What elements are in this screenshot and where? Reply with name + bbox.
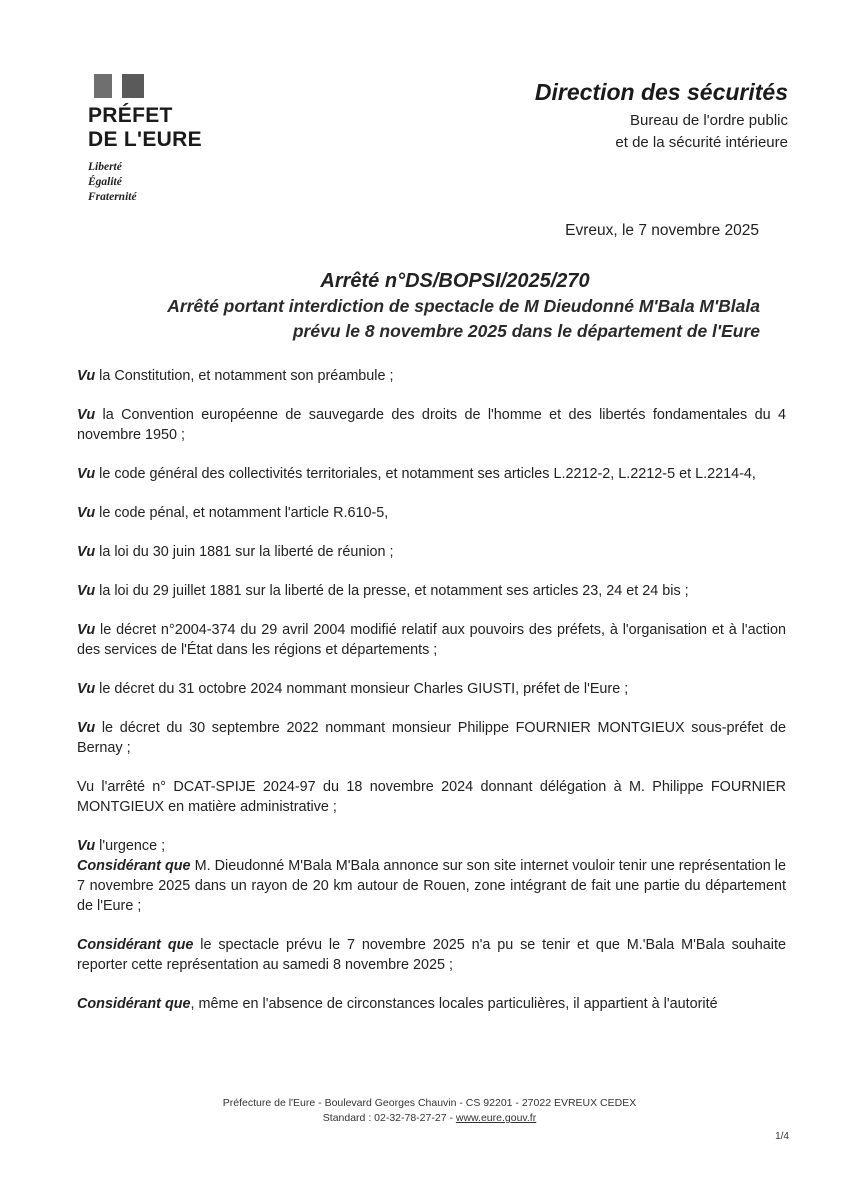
paragraph: Considérant que M. Dieudonné M'Bala M'Bala annonce sur son site internet vouloir tenir une représentation le 7 novembre 2025 dans un rayon de 20 km autour de Rouen, zone intégrant de fait une partie du département de l'Eure ;	[77, 858, 786, 914]
prefet-name	[88, 104, 308, 152]
paragraph: Vu la Convention européenne de sauvegarde des droits de l'homme et des libertés fondamentales du 4 novembre 1950 ;	[77, 407, 786, 443]
marianne-flag-icon	[94, 74, 154, 98]
paragraph: Vu le décret du 30 septembre 2022 nommant monsieur Philippe FOURNIER MONTGIEUX sous-préfet de Bernay ;	[77, 720, 786, 756]
bureau-name	[535, 110, 788, 154]
bureau-line1: Bureau de l'ordre public	[630, 112, 788, 129]
arrete-number: Arrêté n°DS/BOPSI/2025/270	[320, 270, 590, 292]
motto-fraternite: Fraternité	[88, 191, 137, 203]
paragraph: Vu l'arrêté n° DCAT-SPIJE 2024-97 du 18 novembre 2024 donnant délégation à M. Philippe FOURNIER MONTGIEUX en matière administrative ;	[77, 779, 786, 815]
arrete-heading	[70, 268, 760, 344]
paragraph: Vu la loi du 30 juin 1881 sur la liberté de réunion ;	[77, 544, 394, 560]
issuing-direction	[535, 78, 788, 154]
page-number: 1/4	[775, 1131, 789, 1142]
footer-standard: Standard : 02-32-78-27-27 -	[322, 1112, 456, 1124]
website-link[interactable]: www.eure.gouv.fr	[455, 1112, 537, 1124]
paragraph: Vu la Constitution, et notamment son préambule ;	[77, 368, 394, 384]
prefet-logo	[88, 74, 308, 205]
paragraph: Considérant que, même en l'absence de circonstances locales particulières, il appartient à l'autorité	[77, 996, 718, 1012]
motto-liberte: Liberté	[88, 161, 122, 173]
motto-egalite: Égalité	[88, 176, 122, 188]
paragraph: Vu le code pénal, et notamment l'article R.610-5,	[77, 505, 389, 521]
footer-contact	[0, 1111, 859, 1126]
prefet-line2: DE L'EURE	[88, 128, 202, 151]
paragraph: Vu le code général des collectivités territoriales, et notamment ses articles L.2212-2, L.2212-5 et L.2214-4,	[77, 466, 756, 482]
paragraph: Considérant que le spectacle prévu le 7 novembre 2025 n'a pu se tenir et que M.'Bala M'Bala souhaite reporter cette représentation au samedi 8 novembre 2025 ;	[77, 937, 786, 973]
republic-motto	[88, 160, 308, 205]
document-body	[77, 366, 786, 1033]
arrete-subtitle-line2: prévu le 8 novembre 2025 dans le département de l'Eure	[292, 321, 760, 341]
arrete-subtitle-line1: Arrêté portant interdiction de spectacle de M Dieudonné M'Bala M'Blala	[167, 296, 760, 316]
paragraph: Vu la loi du 29 juillet 1881 sur la liberté de la presse, et notamment ses articles 23, 24 et 24 bis ;	[77, 583, 689, 599]
footer-address: Préfecture de l'Eure - Boulevard Georges Chauvin - CS 92201 - 27022 EVREUX CEDEX	[222, 1097, 637, 1109]
prefet-line1: PRÉFET	[88, 104, 173, 127]
paragraph: Vu le décret du 31 octobre 2024 nommant monsieur Charles GIUSTI, préfet de l'Eure ;	[77, 681, 629, 697]
direction-title: Direction des sécurités	[534, 79, 788, 105]
bureau-line2: et de la sécurité intérieure	[615, 134, 788, 151]
paragraph: Vu l'urgence ;	[77, 838, 166, 854]
paragraph: Vu le décret n°2004-374 du 29 avril 2004 modifié relatif aux pouvoirs des préfets, à l'organisation et à l'action des services de l'État dans les régions et départements ;	[77, 622, 786, 658]
page-footer	[0, 1096, 859, 1126]
date-line: Evreux, le 7 novembre 2025	[565, 222, 759, 239]
